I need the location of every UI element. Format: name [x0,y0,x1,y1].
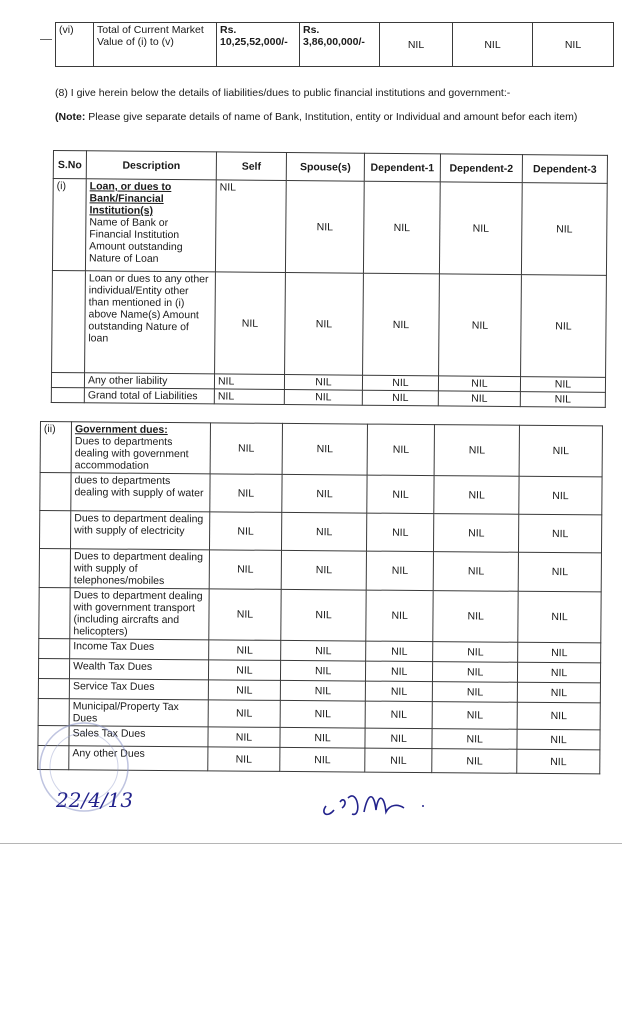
dependent2-cell: NIL [432,749,517,774]
self-cell: NIL [215,272,286,375]
description-cell [70,659,209,680]
page-edge [0,843,622,844]
section-title: Government dues: [74,423,168,437]
self-cell: NIL [209,589,282,641]
dependent3-cell: NIL [518,552,601,592]
sno-cell [51,387,84,402]
dependent3-cell: NIL [518,662,601,683]
dependent2-cell: NIL [438,376,520,392]
dependent3-cell: NIL [520,392,605,408]
row-description: Dues to department dealing with supply of electricity [74,512,204,538]
row-description: dues to departments dealing with supply of water [74,474,204,500]
description-cell [70,588,209,640]
dependent2-cell: NIL [433,662,518,683]
description-cell [71,511,210,550]
description-cell [85,179,216,272]
dependent3-cell: NIL [519,425,602,477]
dependent1-cell: NIL [365,701,432,729]
row-description: Income Tax Dues [73,640,155,653]
header-spouse: Spouse(s) [286,153,364,182]
self-cell: NIL [207,747,280,772]
dependent1-cell: NIL [366,551,434,591]
dependent2-cell: NIL [432,702,517,730]
dependent2-cell: NIL [439,274,522,377]
dependent3-cell: NIL [517,749,600,774]
spouse-cell: NIL [282,423,367,475]
description-cell [70,549,209,589]
self-cell: NIL [214,374,284,390]
dependent1-cell: NIL [365,728,432,749]
dependent2-cell: NIL [434,514,519,553]
row-description: Wealth Tax Dues [73,660,153,673]
table-row [39,587,601,642]
dependent3-cell: NIL [517,702,600,730]
dependent3-cell: NIL [517,682,600,703]
spouse-cell: NIL [281,660,366,681]
sno-cell [39,638,70,658]
spouse-cell: NIL [285,181,364,274]
dependent1-cell: NIL [363,273,440,376]
dependent2-cell: NIL [438,391,520,407]
self-cell: NIL [208,700,281,728]
table-row [56,23,614,67]
signature [318,784,448,824]
self-cell: NIL [210,474,283,513]
dependent2-cell: NIL [433,552,518,592]
spouse-cell: NIL [280,680,365,701]
dependent2-cell: NIL [433,642,518,663]
table-row [52,179,607,276]
row-description: Municipal/Property Tax Dues [72,700,179,725]
spouse-cell: NIL [284,375,362,391]
self-cell: NIL [214,389,284,405]
header-dependent1: Dependent-1 [364,153,440,182]
dependent3-cell: NIL [517,729,600,750]
self-cell: NIL [209,550,282,590]
description-cell [71,422,210,474]
description-cell: Grand total of Liabilities [84,388,214,404]
spouse-cell: NIL [281,589,366,641]
description-cell [69,679,208,700]
dependent3-cell: NIL [519,476,602,515]
spouse-cell: NIL [280,727,365,748]
handwritten-date: 22/4/13 [56,788,134,812]
dependent2-cell: NIL [433,682,518,703]
dependent1-cell: NIL [365,661,432,682]
margin-mark [40,39,52,40]
row-description: Dues to department dealing with government transport (including aircrafts and helicopters) [73,589,203,638]
header-sno: S.No [53,151,86,179]
self-cell: NIL [208,727,281,748]
dependent3-cell: NIL [518,591,601,643]
self-cell: NIL [208,640,281,661]
sno-cell: (i) [52,179,86,271]
liabilities-table [51,150,608,408]
row-description: Service Tax Dues [72,680,155,693]
spouse-cell: NIL [281,640,366,661]
description-cell: Loan or dues to any other individual/Entity other than mentioned in (i) above Name(s) Amount outstanding Nature of loan [85,271,216,374]
sno-cell: (ii) [40,422,71,473]
row-description: Name of Bank or Financial Institution Amount outstanding Nature of Loan [89,216,183,265]
dependent3-cell: NIL [519,514,602,553]
table-row [39,549,601,592]
dependent2-cell: NIL [439,182,522,275]
table-row [40,422,602,477]
note-body: Please give separate details of name of Bank, Institution, entity or Individual and amount befor each item) [85,111,578,123]
self-cell: NIL [208,660,281,681]
dependent1-cell: NIL [362,375,438,391]
self-cell: NIL [215,180,286,273]
section-8-text: (8) I give herein below the details of liabilities/dues to public financial institutions and government:- [55,87,511,99]
dependent3-cell: NIL [533,23,614,67]
spouse-cell: NIL [281,550,366,590]
sno-cell [39,511,70,549]
dependent3-cell: NIL [518,642,601,663]
dependent2-cell: NIL [433,591,518,643]
dependent1-cell: NIL [365,681,432,702]
dependent1-cell: NIL [365,748,432,773]
spouse-cell: NIL [285,273,364,376]
sno-cell [51,372,84,387]
sno-cell [39,587,70,638]
dependent1-cell: NIL [362,390,438,406]
sno-cell [38,658,69,678]
spouse-value-cell: Rs. 3,86,00,000/- [300,23,380,67]
row-description: Dues to department dealing with supply of telephones/mobiles [73,550,204,587]
self-value-cell: Rs. 10,25,52,000/- [217,23,300,67]
section-title: Loan, or dues to Bank/Financial Institution(s) [89,180,172,217]
self-cell: NIL [209,512,282,551]
dependent3-cell: NIL [521,183,607,276]
sno-cell [38,678,69,698]
sno-cell: (vi) [56,23,94,67]
table-row [39,511,601,553]
market-value-table [55,22,614,67]
dependent1-cell: NIL [366,641,433,662]
sno-cell [52,270,86,372]
row-description: Sales Tax Dues [72,727,146,740]
header-dependent3: Dependent-3 [522,155,607,184]
sno-cell [40,473,71,511]
dependent1-cell: NIL [367,513,435,552]
note-text [55,111,617,124]
description-cell [71,473,210,512]
table-row [52,270,607,377]
row-description: Any other Dues [72,747,145,760]
description-cell [70,639,209,660]
dependent1-cell: NIL [363,181,440,274]
spouse-cell: NIL [280,700,365,728]
dependent2-cell: NIL [434,425,519,477]
dependent2-cell: NIL [453,23,533,67]
table-row [40,473,602,515]
row-description: Dues to departments dealing with government accommodation [74,435,189,472]
sno-cell [39,549,70,588]
spouse-cell: NIL [284,390,362,406]
spouse-cell: NIL [282,512,367,551]
dependent2-cell: NIL [434,476,519,515]
note-label: (Note: [55,111,86,123]
spouse-cell: NIL [280,747,365,772]
dependent1-cell: NIL [367,475,435,514]
dependent3-cell: NIL [521,275,607,378]
dependent1-cell: NIL [380,23,453,67]
description-cell: Total of Current Market Value of (i) to (v) [94,23,217,67]
dependent3-cell: NIL [520,377,605,393]
header-self: Self [216,152,286,181]
header-description: Description [86,151,216,180]
dependent1-cell: NIL [366,590,434,642]
dependent1-cell: NIL [367,424,435,476]
self-cell: NIL [210,423,283,475]
spouse-cell: NIL [282,474,367,513]
self-cell: NIL [208,680,281,701]
dependent2-cell: NIL [432,729,517,750]
header-dependent2: Dependent-2 [440,154,522,183]
description-cell: Any other liability [84,373,214,389]
